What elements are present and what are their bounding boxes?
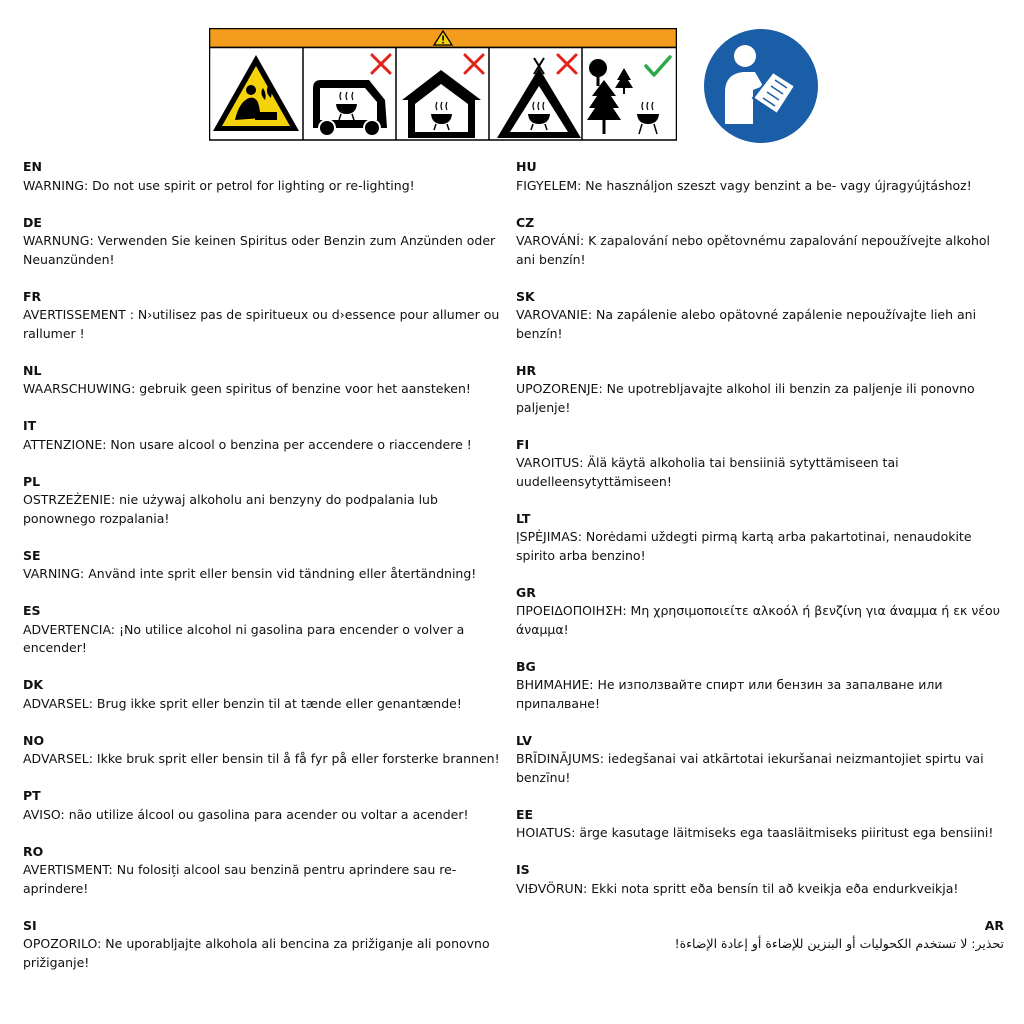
warning-entry-pt — [23, 787, 503, 824]
warning-entry-bg — [516, 658, 1004, 714]
warning-text: ATTENZIONE: Non usare alcool o benzina per accendere o riaccendere ! — [23, 436, 472, 452]
warning-text: WARNING: Do not use spirit or petrol for lighting or re-lighting! — [23, 177, 415, 193]
warning-entry-cz — [516, 214, 1004, 270]
warning-text: VARNING: Använd inte sprit eller bensin vid tändning eller återtändning! — [23, 566, 477, 581]
warning-text: ADVARSEL: Ikke bruk sprit eller bensin til å få fyr på eller forsterke brannen! — [23, 751, 500, 766]
warning-text: AVISO: não utilize álcool ou gasolina para acender ou voltar a acender! — [23, 806, 469, 822]
language-code: NL — [23, 362, 42, 378]
language-code: BG — [516, 658, 536, 674]
warning-text: AVERTISMENT: Nu folosiți alcool sau benzină pentru aprindere sau re-aprindere! — [23, 862, 457, 896]
warning-entry-gr — [516, 584, 1004, 640]
warning-entry-fr — [23, 288, 503, 344]
warning-entry-es — [23, 602, 503, 658]
warning-text: ΠΡΟΕΙΔΟΠΟΙΗΣΗ: Μη χρησιμοποιείτε αλκοόλ ή βενζίνη για άναμμα ή εκ νέου άναμμα! — [516, 603, 1000, 637]
language-code: FR — [23, 288, 42, 304]
warning-text: UPOZORENJE: Ne upotrebljavajte alkohol ili benzin za paljenje ili ponovno paljenje! — [516, 381, 975, 415]
warning-entry-hr — [516, 362, 1004, 418]
language-code: SE — [23, 547, 41, 563]
warning-text: VIÐVÖRUN: Ekki nota spritt eða bensín til að kveikja eða endurkveikja! — [516, 880, 959, 896]
language-code: HR — [516, 362, 537, 378]
warning-entry-lv — [516, 732, 1004, 788]
warning-entry-pl — [23, 473, 503, 529]
language-code: HU — [516, 159, 537, 174]
warning-text: OSTRZEŻENIE: nie używaj alkoholu ani benzyny do podpalania lub ponownego rozpalania! — [23, 492, 438, 526]
warning-text: ADVARSEL: Brug ikke sprit eller benzin til at tænde eller genantænde! — [23, 695, 462, 711]
warning-entry-lt — [516, 510, 1004, 566]
warning-entry-se — [23, 547, 503, 584]
language-code: SK — [516, 288, 535, 304]
warning-entry-nl — [23, 362, 503, 399]
language-code: NO — [23, 732, 45, 748]
language-code: AR — [984, 917, 1004, 933]
warning-entry-hu — [516, 158, 1004, 195]
warning-entry-de — [23, 214, 503, 270]
warning-text: WAARSCHUWING: gebruik geen spiritus of benzine voor het aansteken! — [23, 381, 471, 396]
warning-entry-ee — [516, 806, 1004, 843]
language-code: IT — [23, 418, 37, 433]
safety-pictogram-strip — [209, 28, 677, 141]
warning-text: BRĪDINĀJUMS: iedegšanai vai atkārtotai iekuršanai neizmantojiet spirtu vai benzīnu! — [516, 751, 984, 785]
read-manual-icon — [703, 28, 819, 144]
warning-text: تحذير: لا تستخدم الكحوليات أو البنزين للإضاءة أو إعادة الإضاءة! — [674, 936, 1004, 951]
warning-entry-en — [23, 158, 503, 195]
language-code: PL — [23, 473, 41, 489]
language-code: GR — [516, 584, 536, 600]
warning-text: OPOZORILO: Ne uporabljajte alkohola ali bencina za prižiganje ali ponovno prižiganje! — [23, 936, 490, 970]
warning-text: ĮSPĖJIMAS: Norėdami uždegti pirmą kartą arba pakartotinai, nenaudokite spirito arba benzino! — [516, 529, 972, 563]
language-code: FI — [516, 436, 530, 452]
language-code: DK — [23, 677, 44, 692]
warning-text: FIGYELEM: Ne használjon szeszt vagy benzint a be- vagy újragyújtáshoz! — [516, 177, 972, 193]
warning-text: ADVERTENCIA: ¡No utilice alcohol ni gasolina para encender o volver a encender! — [23, 621, 465, 655]
warning-entry-dk — [23, 676, 503, 713]
language-code: CZ — [516, 214, 535, 230]
language-code: EE — [516, 806, 534, 822]
safety-header — [0, 28, 1024, 146]
warning-text: VAROVANIE: Na zapálenie alebo opätovné zapálenie nepoužívajte lieh ani benzín! — [516, 307, 977, 341]
language-code: PT — [23, 788, 41, 803]
warnings-left-column — [23, 158, 503, 991]
language-code: RO — [23, 843, 44, 859]
language-code: IS — [516, 862, 530, 877]
language-code: EN — [23, 159, 43, 174]
warning-entry-is — [516, 861, 1004, 898]
warning-text: ВНИМАНИЕ: Не използвайте спирт или бензин за запалване или припалване! — [516, 677, 943, 711]
warning-entry-ar — [516, 917, 1004, 954]
language-code: ES — [23, 603, 41, 618]
language-code: LV — [516, 732, 532, 748]
warning-entry-sk — [516, 288, 1004, 344]
warning-text: VAROITUS: Älä käytä alkoholia tai bensiiniä sytyttämiseen tai uudelleensytyttämiseen! — [516, 455, 899, 489]
warning-entry-si — [23, 917, 503, 973]
language-code: SI — [23, 917, 37, 933]
warning-entry-ro — [23, 843, 503, 899]
language-code: LT — [516, 510, 531, 526]
warning-text: AVERTISSEMENT : N›utilisez pas de spiritueux ou d›essence pour allumer ou rallumer ! — [23, 307, 500, 341]
warning-text: WARNUNG: Verwenden Sie keinen Spiritus oder Benzin zum Anzünden oder Neuanzünden! — [23, 233, 496, 267]
warning-entry-no — [23, 732, 503, 769]
warnings-right-column — [516, 158, 1004, 972]
warning-entry-fi — [516, 436, 1004, 492]
warning-entry-it — [23, 417, 503, 454]
language-code: DE — [23, 214, 42, 230]
warning-text: VAROVÁNÍ: K zapalování nebo opětovnému zapalování nepoužívejte alkohol ani benzín! — [516, 233, 990, 267]
warning-text: HOIATUS: ärge kasutage läitmiseks ega taasläitmiseks piiritust ega bensiini! — [516, 825, 994, 840]
